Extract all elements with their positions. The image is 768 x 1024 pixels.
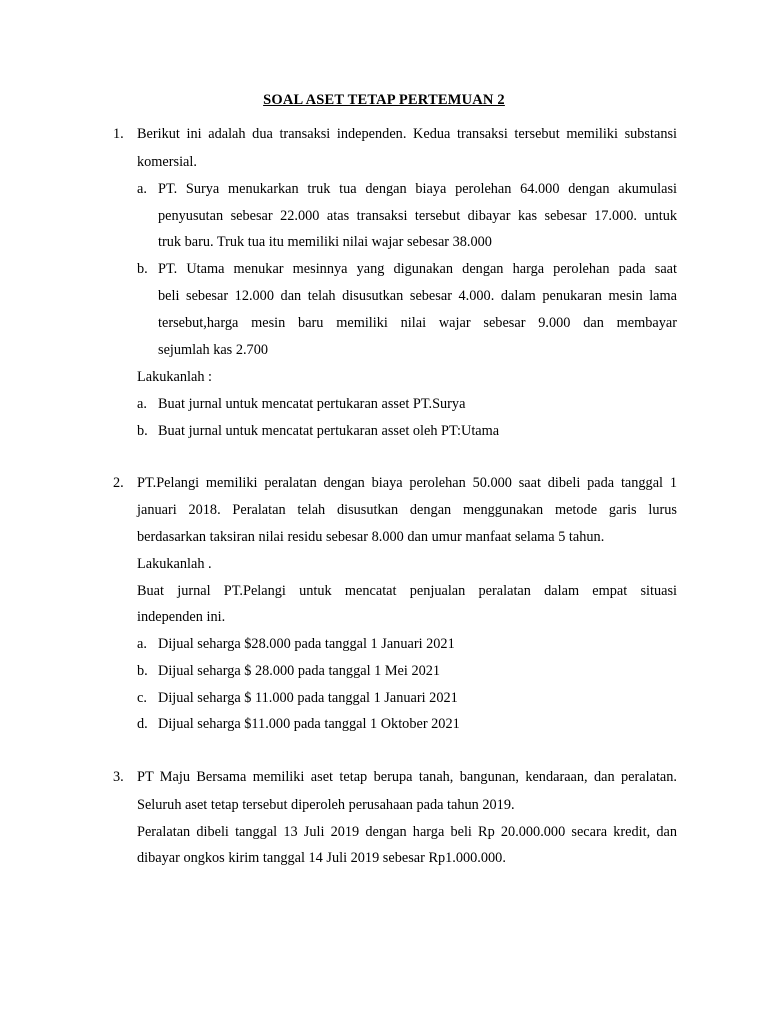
q2-line-3: berdasarkan taksiran nilai residu sebesar 8.000 dan umur manfaat selama 5 tahun. — [137, 529, 605, 545]
q1-task-a-marker: a. — [137, 396, 147, 412]
q2-b-marker: b. — [137, 663, 148, 679]
q2-line-1: PT.Pelangi memiliki peralatan dengan biaya perolehan 50.000 saat dibeli pada tanggal 1 — [137, 475, 677, 491]
q2-item-d: Dijual seharga $11.000 pada tanggal 1 Oktober 2021 — [158, 716, 460, 732]
q1-a-line-3: truk baru. Truk tua itu memiliki nilai wajar sebesar 38.000 — [158, 234, 492, 250]
q3-line-4: dibayar ongkos kirim tanggal 14 Juli 2019 sebesar Rp1.000.000. — [137, 850, 506, 866]
q1-intro-line-2: komersial. — [137, 154, 197, 170]
q3-line-1: PT Maju Bersama memiliki aset tetap berupa tanah, bangunan, kendaraan, dan peralatan. — [137, 769, 677, 785]
q2-c-marker: c. — [137, 690, 147, 706]
q2-line-5: Buat jurnal PT.Pelangi untuk mencatat penjualan peralatan dalam empat situasi — [137, 583, 677, 599]
q3-number: 3. — [113, 769, 124, 785]
q2-line-2: januari 2018. Peralatan telah disusutkan dengan menggunakan metode garis lurus — [137, 502, 677, 518]
q1-number: 1. — [113, 126, 124, 142]
q3-line-2: Seluruh aset tetap tersebut diperoleh perusahaan pada tahun 2019. — [137, 797, 515, 813]
q1-a-line-2: penyusutan sebesar 22.000 atas transaksi tersebut dibayar kas sebesar 17.000. untuk — [158, 208, 677, 224]
q3-line-3: Peralatan dibeli tanggal 13 Juli 2019 dengan harga beli Rp 20.000.000 secara kredit, dan — [137, 824, 677, 840]
q1-a-marker: a. — [137, 181, 147, 197]
q1-task-b: Buat jurnal untuk mencatat pertukaran asset oleh PT:Utama — [158, 423, 500, 439]
q1-b-marker: b. — [137, 261, 148, 277]
q2-item-c: Dijual seharga $ 11.000 pada tanggal 1 Januari 2021 — [158, 690, 458, 706]
q1-b-line-2: beli sebesar 12.000 dan telah disusutkan sebesar 4.000. dalam penukaran mesin lama — [158, 288, 677, 304]
q2-number: 2. — [113, 475, 124, 491]
q1-b-line-3: tersebut,harga mesin baru memiliki nilai wajar sebesar 9.000 dan membayar — [158, 315, 677, 331]
q2-lakukanlah: Lakukanlah . — [137, 556, 212, 572]
q2-line-6: independen ini. — [137, 609, 226, 625]
q1-task-b-marker: b. — [137, 423, 148, 439]
q1-b-line-1: PT. Utama menukar mesinnya yang digunakan dengan harga perolehan pada saat — [158, 261, 677, 277]
q2-item-a: Dijual seharga $28.000 pada tanggal 1 Januari 2021 — [158, 636, 455, 652]
q1-lakukanlah: Lakukanlah : — [137, 369, 213, 385]
q1-a-line-1: PT. Surya menukarkan truk tua dengan biaya perolehan 64.000 dengan akumulasi — [158, 181, 677, 197]
q2-a-marker: a. — [137, 636, 147, 652]
q1-intro-line-1: Berikut ini adalah dua transaksi independen. Kedua transaksi tersebut memiliki substansi — [137, 126, 677, 142]
q1-b-line-4: sejumlah kas 2.700 — [158, 342, 268, 358]
page-title: SOAL ASET TETAP PERTEMUAN 2 — [263, 92, 505, 108]
q1-task-a: Buat jurnal untuk mencatat pertukaran asset PT.Surya — [158, 396, 466, 412]
q2-item-b: Dijual seharga $ 28.000 pada tanggal 1 Mei 2021 — [158, 663, 441, 679]
q2-d-marker: d. — [137, 716, 148, 732]
